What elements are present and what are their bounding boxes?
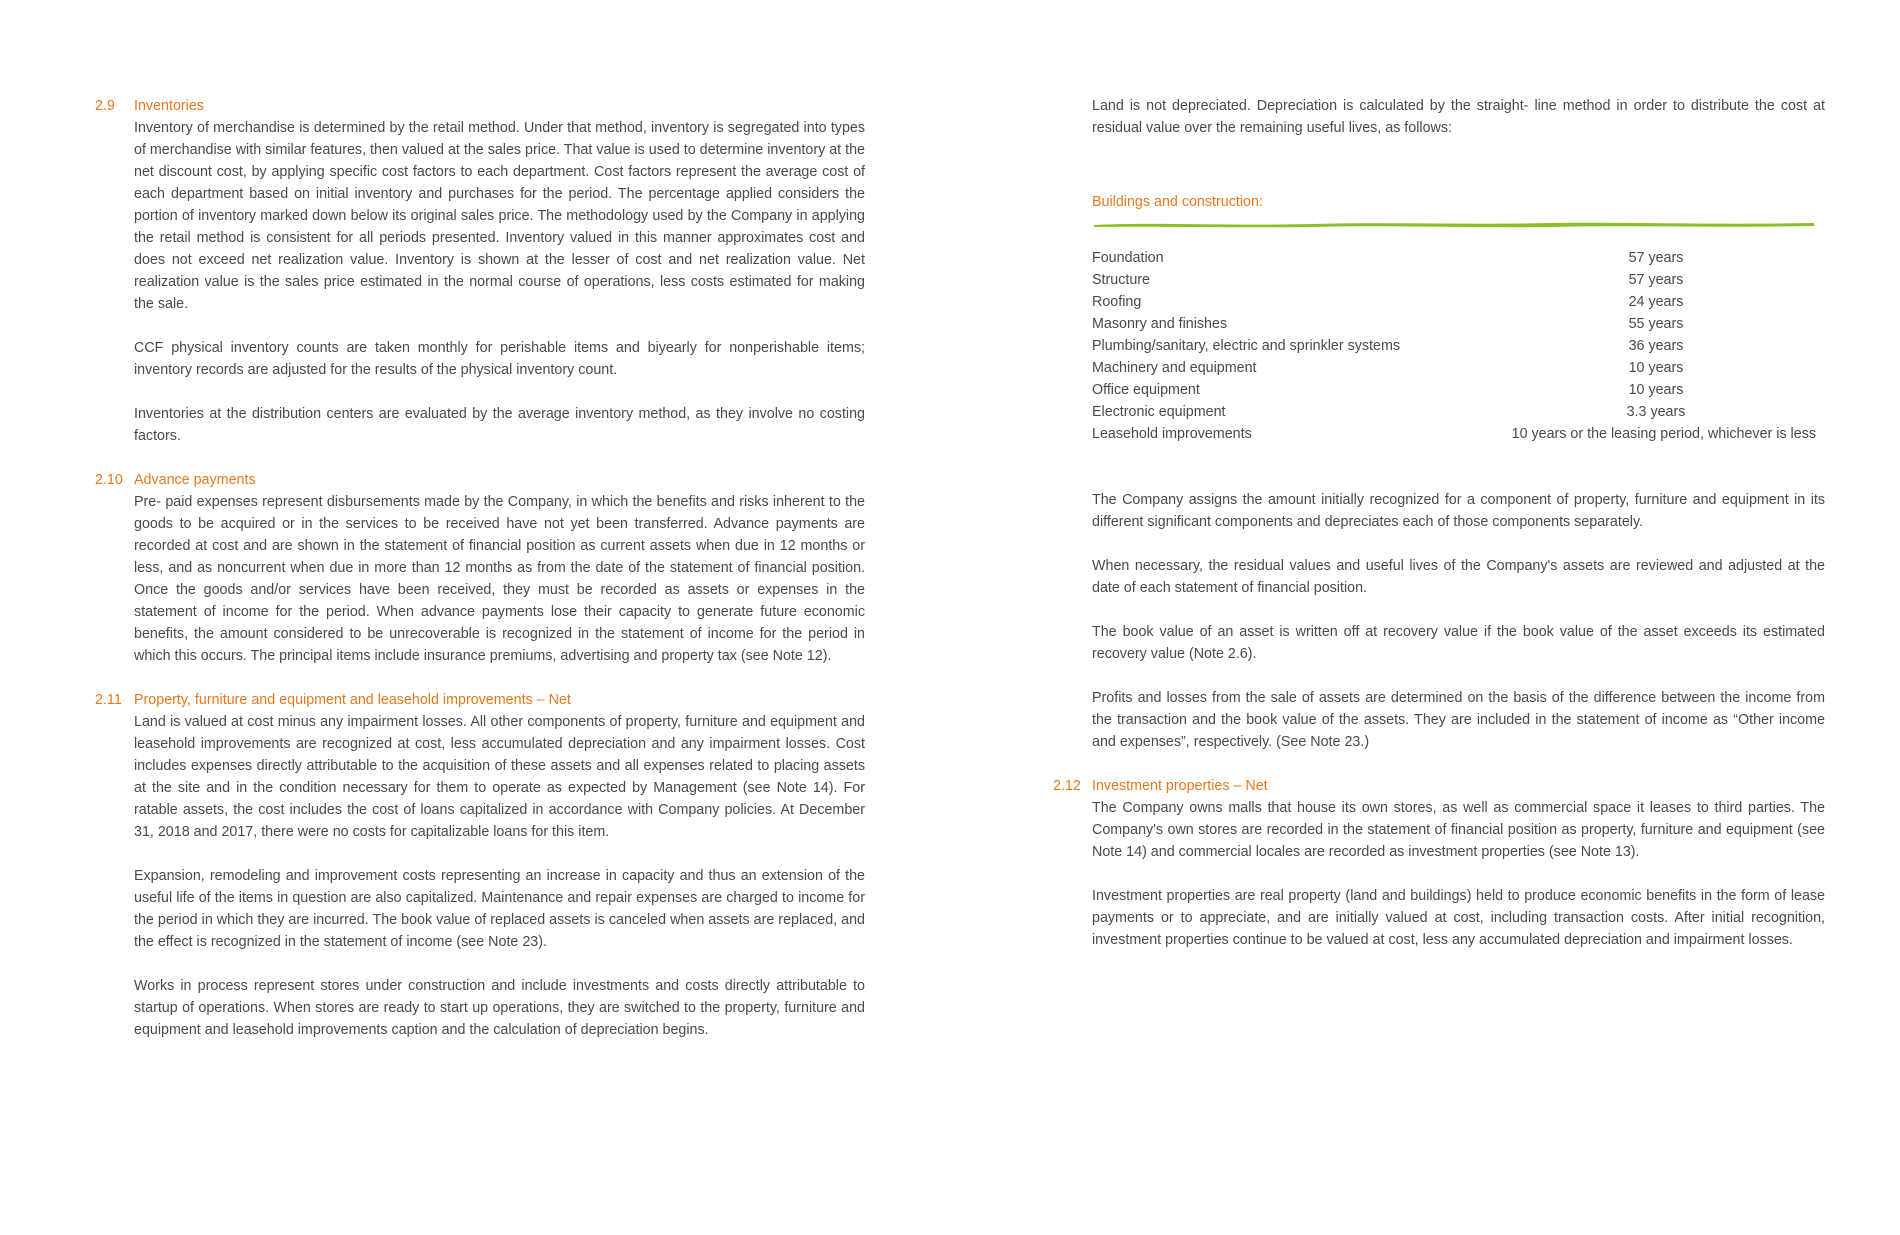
section-inventories xyxy=(95,95,865,447)
paragraph: Investment properties are real property (land and buildings) held to produce economic benefits in the form of lease payments or to appreciate, and are initially valued at cost, including transaction costs. After initial recognition, investment properties continue to be valued at cost, less any accumulated depreciation and impairment losses. xyxy=(1092,888,1825,948)
useful-life: 36 years xyxy=(1628,338,1684,354)
useful-life: 10 years xyxy=(1628,382,1684,398)
table-row xyxy=(1092,313,1816,335)
section-title: Advance payments xyxy=(134,472,256,488)
useful-life: 55 years xyxy=(1628,316,1684,332)
table-row xyxy=(1092,401,1816,423)
section-title: Property, furniture and equipment and leasehold improvements – Net xyxy=(134,692,571,708)
table-row xyxy=(1092,379,1816,401)
paragraph: Land is valued at cost minus any impairment losses. All other components of property, furniture and equipment and leasehold improvements are recognized at cost, less accumulated depreciation and any impairment losses. Cost includes expenses directly attributable to the acquisition of these assets and all expenses related to placing assets at the site and in the condition necessary for them to operate as expected by Management (see Note 14). For ratable assets, the cost includes the cost of loans capitalized in accordance with Company policies. At December 31, 2018 and 2017, there were no costs for capitalizable loans for this item. xyxy=(134,714,865,840)
table-heading: Buildings and construction: xyxy=(1092,194,1263,210)
paragraph: Inventories at the distribution centers are evaluated by the average inventory method, as they involve no costing factors. xyxy=(134,406,865,444)
section-title: Investment properties – Net xyxy=(1092,778,1268,794)
useful-life: 3.3 years xyxy=(1626,404,1686,420)
table-row xyxy=(1092,269,1816,291)
table-row xyxy=(1092,247,1816,269)
asset-name: Electronic equipment xyxy=(1092,404,1226,420)
paragraph: The book value of an asset is written off at recovery value if the book value of the asset exceeds its estimated recovery value (Note 2.6). xyxy=(1092,624,1825,662)
useful-lives-table xyxy=(1092,247,1816,445)
asset-name: Structure xyxy=(1092,272,1151,288)
asset-name: Leasehold improvements xyxy=(1092,426,1252,442)
section-property-furniture-equipment xyxy=(95,689,865,1041)
section-number: 2.10 xyxy=(95,472,123,488)
asset-name: Roofing xyxy=(1092,294,1142,310)
section-investment-properties xyxy=(1053,775,1825,951)
asset-name: Office equipment xyxy=(1092,382,1200,398)
useful-life: 24 years xyxy=(1628,294,1684,310)
section-number: 2.11 xyxy=(95,692,122,708)
right-column xyxy=(1053,95,1825,973)
section-advance-payments xyxy=(95,469,865,667)
paragraph: Inventory of merchandise is determined by the retail method. Under that method, inventory is segregated into types of merchandise with similar features, then valued at the sales price. That value is used to determine inventory at the net discount cost, by applying specific cost factors to each department. Cost factors represent the average cost of each department based on initial inventory and purchases for the period. The percentage applied considers the portion of inventory marked down below its original sales price. The methodology used by the Company in applying the retail method is consistent for all periods presented. Inventory valued in this manner approximates cost and does not exceed net realization value. Inventory is shown at the lesser of cost and net realization value. Net realization value is the sales price estimated in the normal course of operations, less costs estimated for making the sale. xyxy=(134,120,865,312)
section-number: 2.9 xyxy=(95,98,115,114)
asset-name: Machinery and equipment xyxy=(1092,360,1257,376)
table-row xyxy=(1092,291,1816,313)
paragraph: Works in process represent stores under construction and include investments and costs directly attributable to startup of operations. When stores are ready to start up operations, they are switched to the property, furniture and equipment and leasehold improvements caption and the calculation of depreciation begins. xyxy=(134,978,865,1038)
table-row xyxy=(1092,335,1816,357)
paragraph: Profits and losses from the sale of assets are determined on the basis of the difference between the income from the transaction and the book value of the assets. They are included in the statement of income as “Other income and expenses”, respectively. (See Note 23.) xyxy=(1092,690,1825,750)
asset-name: Foundation xyxy=(1092,250,1164,266)
asset-name: Plumbing/sanitary, electric and sprinkler systems xyxy=(1092,338,1401,354)
brush-stroke-divider xyxy=(1092,219,1816,229)
paragraph: CCF physical inventory counts are taken monthly for perishable items and biyearly for nonperishable items; inventory records are adjusted for the results of the physical inventory count. xyxy=(134,340,865,378)
spacer xyxy=(1053,445,1825,489)
useful-life: 10 years xyxy=(1628,360,1684,376)
useful-life: 10 years or the leasing period, whichever is less xyxy=(1511,426,1816,442)
paragraph: Expansion, remodeling and improvement costs representing an increase in capacity and thus an extension of the useful life of the items in question are also capitalized. Maintenance and repair expenses are charged to income for the period in which they are incurred. The book value of replaced assets is canceled when assets are replaced, and the effect is recognized in the statement of income (see Note 23). xyxy=(134,868,865,950)
table-row xyxy=(1092,357,1816,379)
section-number: 2.12 xyxy=(1053,778,1081,794)
depreciation-intro: Land is not depreciated. Depreciation is calculated by the straight- line method in order to distribute the cost at residual value over the remaining useful lives, as follows: xyxy=(1092,98,1825,136)
useful-life: 57 years xyxy=(1628,250,1684,266)
paragraph: The Company assigns the amount initially recognized for a component of property, furniture and equipment in its different significant components and depreciates each of those components separately. xyxy=(1092,492,1825,530)
useful-life: 57 years xyxy=(1628,272,1684,288)
paragraph: Pre- paid expenses represent disbursements made by the Company, in which the benefits and risks inherent to the goods to be acquired or in the services to be received have not yet been transferred. Advance payments are recorded at cost and are shown in the statement of financial position as current assets when due in 12 months or less, and as noncurrent when due in more than 12 months as from the date of the statement of financial position. Once the goods and/or services have been received, they must be recorded as assets or expenses in the statement of income for the period. When advance payments lose their capacity to generate future economic benefits, the amount considered to be unrecoverable is recognized in the statement of income for the period in which this occurs. The principal items include insurance premiums, advertising and property tax (see Note 12). xyxy=(134,494,865,664)
paragraph: The Company owns malls that house its own stores, as well as commercial space it leases to third parties. The Company's own stores are recorded in the statement of financial position as property, furniture and equipment (see Note 14) and commercial locales are recorded as investment properties (see Note 13). xyxy=(1092,800,1825,860)
paragraph: When necessary, the residual values and useful lives of the Company's assets are reviewed and adjusted at the date of each statement of financial position. xyxy=(1092,558,1825,596)
left-column xyxy=(95,95,865,1063)
table-row xyxy=(1092,423,1816,445)
section-title: Inventories xyxy=(134,98,204,114)
asset-name: Masonry and finishes xyxy=(1092,316,1228,332)
